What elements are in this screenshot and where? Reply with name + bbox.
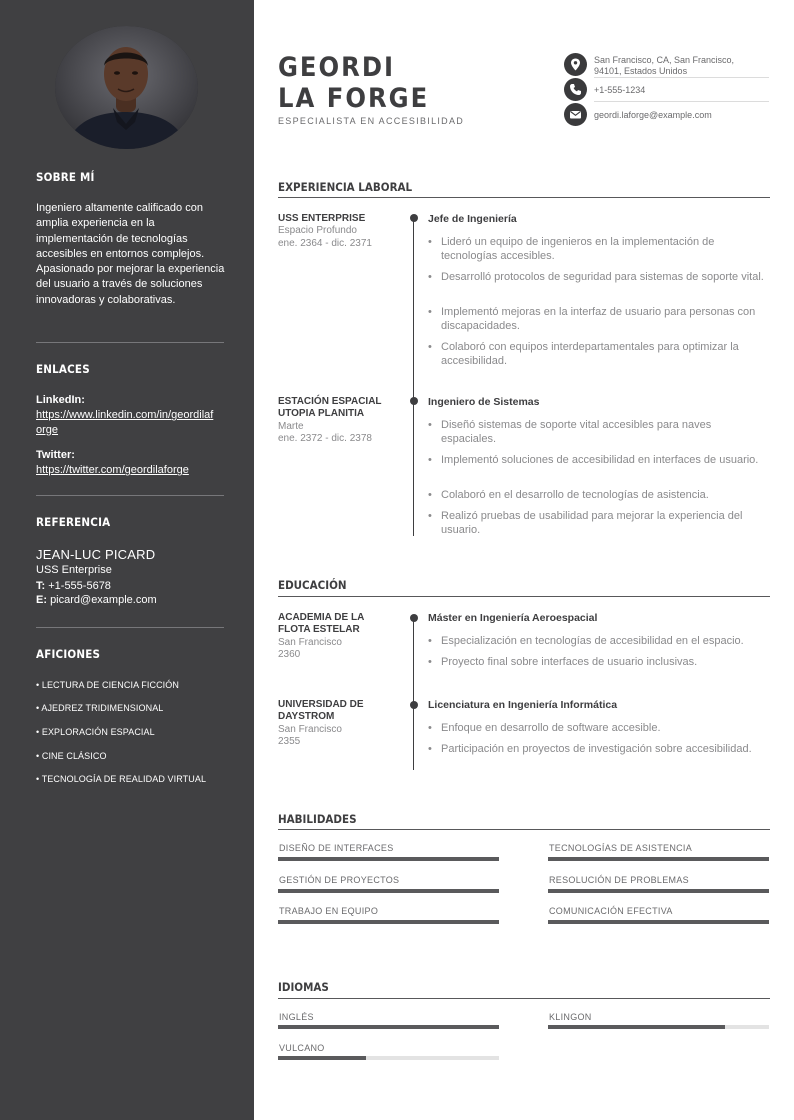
hobby-item: • LECTURA DE CIENCIA FICCIÓN bbox=[36, 680, 179, 690]
timeline-dot bbox=[410, 214, 418, 222]
language-bar bbox=[278, 1025, 499, 1029]
sidebar-divider bbox=[36, 495, 224, 496]
skill-bar-fill bbox=[548, 920, 769, 924]
org-location: Espacio Profundo bbox=[278, 225, 357, 237]
reference-email-value: picard@example.com bbox=[50, 594, 157, 606]
org-name: USS ENTERPRISE bbox=[278, 213, 366, 224]
link-label: Twitter: bbox=[36, 449, 75, 461]
language-label: VULCANO bbox=[279, 1043, 325, 1053]
sidebar-divider bbox=[36, 342, 224, 343]
link-linkedin bbox=[36, 393, 218, 437]
org-location: San Francisco bbox=[278, 723, 342, 735]
experience-bullet: • Lideró un equipo de ingenieros en la implementación de tecnologías accesibles. bbox=[428, 235, 768, 263]
links-heading: ENLACES bbox=[36, 362, 90, 376]
section-rule bbox=[278, 596, 770, 597]
hobby-item: • EXPLORACIÓN ESPACIAL bbox=[36, 727, 155, 737]
about-text: Ingeniero altamente calificado con amplia experiencia en la implementación de tecnologías accesibles en entornos complejos. Apasionado por mejorar la experiencia del usuario a través de soluciones innovadoras y colaborativas. bbox=[36, 202, 225, 306]
hobby-item: • TECNOLOGÍA DE REALIDAD VIRTUAL bbox=[36, 774, 207, 784]
experience-org bbox=[278, 396, 396, 445]
org-name: ESTACIÓN ESPACIAL UTOPIA PLANITIA bbox=[278, 396, 382, 420]
reference-phone-value: +1-555-5678 bbox=[48, 580, 111, 592]
role-title: Ingeniero de Sistemas bbox=[428, 396, 540, 408]
experience-bullet: • Colaboró en el desarrollo de tecnologías de asistencia. bbox=[428, 488, 768, 502]
language-bar bbox=[548, 1025, 769, 1029]
skill-bar-fill bbox=[278, 857, 499, 861]
section-rule bbox=[278, 998, 770, 999]
education-timeline bbox=[413, 617, 414, 770]
language-label: KLINGON bbox=[549, 1012, 592, 1022]
experience-heading: EXPERIENCIA LABORAL bbox=[278, 180, 413, 194]
skill-label: TECNOLOGÍAS DE ASISTENCIA bbox=[549, 843, 693, 853]
skill-bar bbox=[548, 889, 769, 893]
timeline-dot bbox=[410, 614, 418, 622]
about-heading: SOBRE MÍ bbox=[36, 170, 95, 184]
language-bar-fill bbox=[278, 1056, 366, 1060]
name-first: GEORDI bbox=[278, 52, 396, 83]
education-bullet: • Proyecto final sobre interfaces de usuario inclusivas. bbox=[428, 655, 768, 669]
degree-title: Licenciatura en Ingeniería Informática bbox=[428, 699, 618, 711]
link-twitter bbox=[36, 448, 226, 478]
experience-bullet: • Implementó soluciones de accesibilidad en interfaces de usuario. bbox=[428, 453, 768, 467]
hobby-item: • AJEDREZ TRIDIMENSIONAL bbox=[36, 703, 164, 713]
org-location: Marte bbox=[278, 420, 304, 432]
sidebar-divider bbox=[36, 627, 224, 628]
contact-email[interactable]: geordi.laforge@example.com bbox=[594, 110, 712, 120]
education-bullet: • Enfoque en desarrollo de software accesible. bbox=[428, 721, 768, 735]
contact-divider bbox=[594, 101, 769, 102]
experience-timeline bbox=[413, 218, 414, 536]
org-dates: ene. 2372 - dic. 2378 bbox=[278, 432, 372, 444]
contact-phone: +1-555-1234 bbox=[594, 85, 646, 95]
org-year: 2360 bbox=[278, 648, 301, 660]
reference-name: JEAN-LUC PICARD bbox=[36, 547, 156, 562]
org-location: San Francisco bbox=[278, 636, 342, 648]
section-rule bbox=[278, 197, 770, 198]
reference-company: USS Enterprise bbox=[36, 564, 112, 576]
org-name: ACADEMIA DE LA FLOTA ESTELAR bbox=[278, 612, 364, 636]
hobby-item: • CINE CLÁSICO bbox=[36, 751, 107, 761]
role-title: Jefe de Ingeniería bbox=[428, 213, 517, 225]
timeline-dot bbox=[410, 397, 418, 405]
sidebar bbox=[0, 0, 254, 1120]
org-name: UNIVERSIDAD DE DAYSTROM bbox=[278, 699, 364, 723]
skill-bar-fill bbox=[278, 920, 499, 924]
reference-email bbox=[36, 594, 157, 606]
org-dates: ene. 2364 - dic. 2371 bbox=[278, 237, 372, 249]
education-org bbox=[278, 699, 396, 748]
skill-bar-fill bbox=[548, 857, 769, 861]
skill-bar bbox=[278, 920, 499, 924]
twitter-url[interactable]: https://twitter.com/geordilaforge bbox=[36, 464, 189, 477]
experience-bullet: • Diseñó sistemas de soporte vital accesibles para naves espaciales. bbox=[428, 418, 768, 446]
experience-bullet: • Desarrolló protocolos de seguridad para sistemas de soporte vital. bbox=[428, 270, 768, 284]
location-pin-icon bbox=[564, 53, 587, 76]
education-bullet: • Participación en proyectos de investigación sobre accesibilidad. bbox=[428, 742, 768, 756]
link-label: LinkedIn: bbox=[36, 394, 85, 406]
education-org bbox=[278, 612, 396, 661]
skill-bar bbox=[548, 920, 769, 924]
reference-phone-label: T: bbox=[36, 580, 46, 592]
skills-heading: HABILIDADES bbox=[278, 812, 357, 826]
skill-bar-fill bbox=[548, 889, 769, 893]
name-last: LA FORGE bbox=[278, 83, 430, 114]
skill-bar bbox=[278, 889, 499, 893]
experience-bullet: • Implementó mejoras en la interfaz de usuario para personas con discapacidades. bbox=[428, 305, 768, 333]
experience-bullet: • Realizó pruebas de usabilidad para mejorar la experiencia del usuario. bbox=[428, 509, 768, 537]
section-rule bbox=[278, 829, 770, 830]
languages-heading: IDIOMAS bbox=[278, 980, 329, 994]
experience-bullet: • Colaboró con equipos interdepartamentales para optimizar la accesibilidad. bbox=[428, 340, 768, 368]
skill-bar bbox=[548, 857, 769, 861]
education-heading: EDUCACIÓN bbox=[278, 578, 347, 592]
reference-phone bbox=[36, 580, 111, 592]
skill-label: GESTIÓN DE PROYECTOS bbox=[279, 875, 400, 885]
skill-label: TRABAJO EN EQUIPO bbox=[279, 906, 379, 916]
experience-org bbox=[278, 213, 396, 250]
skill-bar bbox=[278, 857, 499, 861]
job-title: ESPECIALISTA EN ACCESIBILIDAD bbox=[278, 116, 465, 126]
degree-title: Máster en Ingeniería Aeroespacial bbox=[428, 612, 598, 624]
education-bullet: • Especialización en tecnologías de accesibilidad en el espacio. bbox=[428, 634, 768, 648]
skill-label: COMUNICACIÓN EFECTIVA bbox=[549, 906, 673, 916]
hobbies-heading: AFICIONES bbox=[36, 647, 101, 661]
contact-divider bbox=[594, 77, 769, 78]
language-bar-fill bbox=[548, 1025, 725, 1029]
reference-heading: REFERENCIA bbox=[36, 515, 111, 529]
timeline-dot bbox=[410, 701, 418, 709]
language-bar-fill bbox=[278, 1025, 499, 1029]
linkedin-url[interactable]: https://www.linkedin.com/in/geordilaforge bbox=[36, 409, 214, 436]
email-icon bbox=[564, 103, 587, 126]
skill-label: RESOLUCIÓN DE PROBLEMAS bbox=[549, 875, 689, 885]
skill-label: DISEÑO DE INTERFACES bbox=[279, 843, 394, 853]
phone-icon bbox=[564, 78, 587, 101]
language-bar bbox=[278, 1056, 499, 1060]
skill-bar-fill bbox=[278, 889, 499, 893]
contact-address: San Francisco, CA, San Francisco, 94101, Estados Unidos bbox=[594, 55, 735, 76]
org-year: 2355 bbox=[278, 735, 301, 747]
reference-email-label: E: bbox=[36, 594, 47, 606]
profile-photo bbox=[55, 26, 198, 149]
language-label: INGLÉS bbox=[279, 1012, 314, 1022]
